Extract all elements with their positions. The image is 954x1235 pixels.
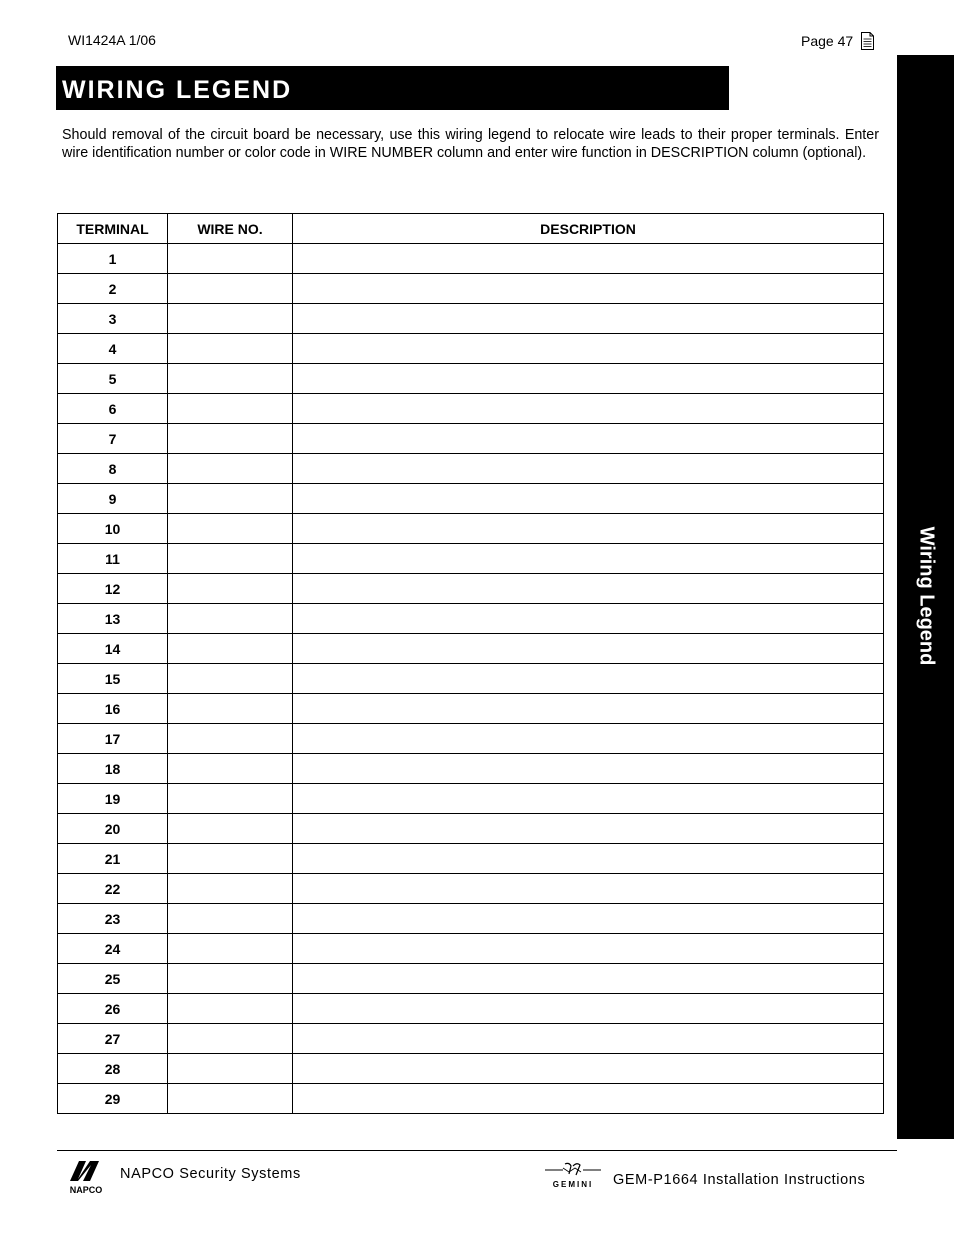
column-header-terminal: TERMINAL — [58, 214, 168, 244]
table-row — [58, 1024, 884, 1054]
terminal-cell: 9 — [58, 484, 168, 514]
wire-no-cell[interactable] — [168, 454, 293, 484]
footer-divider — [57, 1150, 897, 1151]
terminal-cell: 16 — [58, 694, 168, 724]
terminal-cell: 7 — [58, 424, 168, 454]
description-cell[interactable] — [293, 874, 884, 904]
table-row — [58, 484, 884, 514]
description-cell[interactable] — [293, 904, 884, 934]
description-cell[interactable] — [293, 814, 884, 844]
description-cell[interactable] — [293, 784, 884, 814]
table-row — [58, 574, 884, 604]
description-cell[interactable] — [293, 1054, 884, 1084]
wire-no-cell[interactable] — [168, 544, 293, 574]
description-cell[interactable] — [293, 544, 884, 574]
wire-no-cell[interactable] — [168, 934, 293, 964]
table-row — [58, 274, 884, 304]
table-row — [58, 364, 884, 394]
gemini-logo-text: GEMINI — [552, 1180, 594, 1189]
table-row — [58, 454, 884, 484]
description-cell[interactable] — [293, 964, 884, 994]
doc-code: WI1424A 1/06 — [68, 32, 156, 48]
wiring-legend-table — [57, 213, 884, 1114]
description-cell[interactable] — [293, 844, 884, 874]
page-title: WIRING LEGEND — [62, 76, 293, 104]
table-row — [58, 544, 884, 574]
terminal-cell: 19 — [58, 784, 168, 814]
terminal-cell: 28 — [58, 1054, 168, 1084]
terminal-cell: 22 — [58, 874, 168, 904]
description-cell[interactable] — [293, 754, 884, 784]
terminal-cell: 27 — [58, 1024, 168, 1054]
section-title-bar — [56, 66, 729, 110]
wire-no-cell[interactable] — [168, 424, 293, 454]
table-row — [58, 784, 884, 814]
wire-no-cell[interactable] — [168, 334, 293, 364]
table-row — [58, 304, 884, 334]
column-header-description: DESCRIPTION — [293, 214, 884, 244]
wire-no-cell[interactable] — [168, 1024, 293, 1054]
terminal-cell: 29 — [58, 1084, 168, 1114]
table-row — [58, 934, 884, 964]
terminal-cell: 14 — [58, 634, 168, 664]
table-row — [58, 964, 884, 994]
table-row — [58, 694, 884, 724]
terminal-cell: 21 — [58, 844, 168, 874]
description-cell[interactable] — [293, 694, 884, 724]
napco-logo-text: NAPCO — [69, 1185, 103, 1195]
table-row — [58, 424, 884, 454]
table-row — [58, 994, 884, 1024]
description-cell[interactable] — [293, 454, 884, 484]
description-cell[interactable] — [293, 1084, 884, 1114]
table-header-row — [58, 214, 884, 244]
terminal-cell: 5 — [58, 364, 168, 394]
description-cell[interactable] — [293, 424, 884, 454]
terminal-cell: 6 — [58, 394, 168, 424]
napco-logo — [64, 1157, 108, 1195]
terminal-cell: 2 — [58, 274, 168, 304]
terminal-cell: 10 — [58, 514, 168, 544]
table-row — [58, 244, 884, 274]
table-row — [58, 604, 884, 634]
wire-no-cell[interactable] — [168, 634, 293, 664]
wire-no-cell[interactable] — [168, 244, 293, 274]
description-cell[interactable] — [293, 514, 884, 544]
wire-no-cell[interactable] — [168, 604, 293, 634]
wire-no-cell[interactable] — [168, 784, 293, 814]
table-row — [58, 514, 884, 544]
document-title: GEM-P1664 Installation Instructions — [613, 1172, 866, 1188]
wire-no-cell[interactable] — [168, 1084, 293, 1114]
wire-no-cell[interactable] — [168, 1054, 293, 1084]
description-cell[interactable] — [293, 994, 884, 1024]
description-cell[interactable] — [293, 334, 884, 364]
terminal-cell: 8 — [58, 454, 168, 484]
description-cell[interactable] — [293, 484, 884, 514]
description-cell[interactable] — [293, 304, 884, 334]
terminal-cell: 13 — [58, 604, 168, 634]
company-name: NAPCO Security Systems — [120, 1166, 301, 1182]
wire-no-cell[interactable] — [168, 484, 293, 514]
table-row — [58, 724, 884, 754]
table-row — [58, 634, 884, 664]
table-row — [58, 904, 884, 934]
description-cell[interactable] — [293, 724, 884, 754]
terminal-cell: 1 — [58, 244, 168, 274]
wire-no-cell[interactable] — [168, 274, 293, 304]
terminal-cell: 25 — [58, 964, 168, 994]
description-cell[interactable] — [293, 574, 884, 604]
table-row — [58, 664, 884, 694]
terminal-cell: 3 — [58, 304, 168, 334]
description-cell[interactable] — [293, 634, 884, 664]
terminal-cell: 23 — [58, 904, 168, 934]
wire-no-cell[interactable] — [168, 844, 293, 874]
table-row — [58, 334, 884, 364]
terminal-cell: 11 — [58, 544, 168, 574]
description-cell[interactable] — [293, 664, 884, 694]
wire-no-cell[interactable] — [168, 814, 293, 844]
table-row — [58, 1054, 884, 1084]
description-cell[interactable] — [293, 394, 884, 424]
intro-paragraph: Should removal of the circuit board be necessary, use this wiring legend to relocate wire leads to their proper terminals. Enter wire identification number or color code in WIRE NUMBER column and enter wire function in DESCRIPTION column (optional). — [62, 127, 879, 161]
wire-no-cell[interactable] — [168, 304, 293, 334]
terminal-cell: 12 — [58, 574, 168, 604]
table-row — [58, 1084, 884, 1114]
description-cell[interactable] — [293, 934, 884, 964]
description-cell[interactable] — [293, 364, 884, 394]
side-tab — [897, 55, 954, 1139]
terminal-cell: 26 — [58, 994, 168, 1024]
terminal-cell: 24 — [58, 934, 168, 964]
wire-no-cell[interactable] — [168, 964, 293, 994]
wire-no-cell[interactable] — [168, 754, 293, 784]
page-label: Page 47 — [801, 33, 854, 49]
wire-no-cell[interactable] — [168, 874, 293, 904]
terminal-cell: 15 — [58, 664, 168, 694]
wire-no-cell[interactable] — [168, 394, 293, 424]
page-number — [801, 32, 874, 50]
table-row — [58, 394, 884, 424]
terminal-cell: 20 — [58, 814, 168, 844]
description-cell[interactable] — [293, 1024, 884, 1054]
side-tab-label: Wiring Legend — [915, 526, 937, 666]
wire-no-cell[interactable] — [168, 724, 293, 754]
column-header-wire-no: WIRE NO. — [168, 214, 293, 244]
table-row — [58, 754, 884, 784]
wire-no-cell[interactable] — [168, 904, 293, 934]
table-row — [58, 874, 884, 904]
description-cell[interactable] — [293, 274, 884, 304]
terminal-cell: 4 — [58, 334, 168, 364]
description-cell[interactable] — [293, 244, 884, 274]
table-row — [58, 814, 884, 844]
document-icon — [861, 32, 874, 50]
wire-no-cell[interactable] — [168, 514, 293, 544]
description-cell[interactable] — [293, 604, 884, 634]
wire-no-cell[interactable] — [168, 694, 293, 724]
wire-no-cell[interactable] — [168, 994, 293, 1024]
wire-no-cell[interactable] — [168, 574, 293, 604]
gemini-logo — [543, 1160, 603, 1190]
terminal-cell: 18 — [58, 754, 168, 784]
wire-no-cell[interactable] — [168, 364, 293, 394]
table-row — [58, 844, 884, 874]
wire-no-cell[interactable] — [168, 664, 293, 694]
terminal-cell: 17 — [58, 724, 168, 754]
